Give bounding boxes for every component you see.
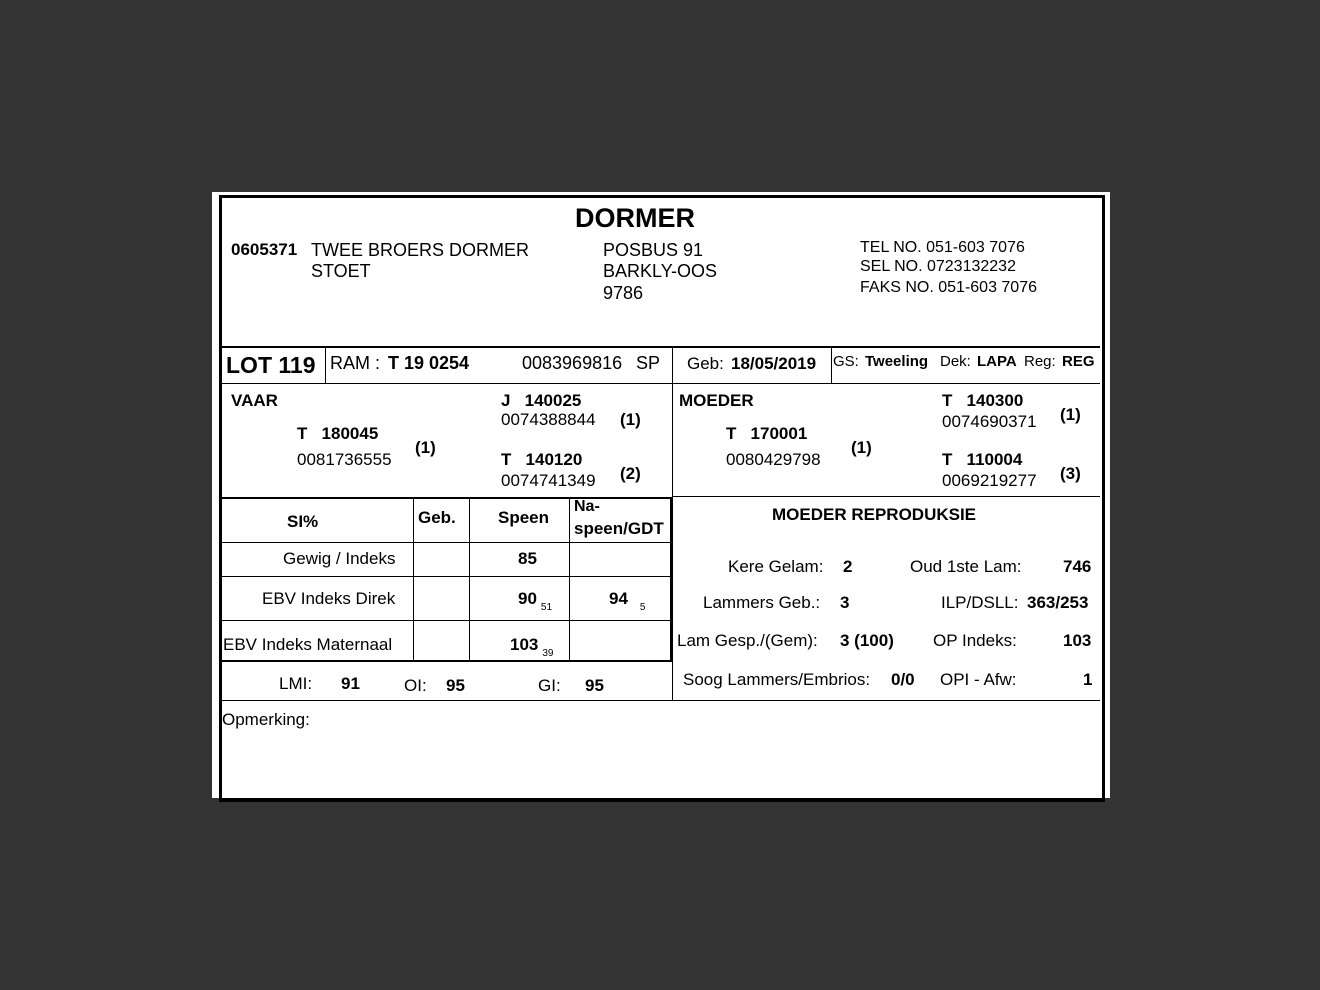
si-header-speen: Speen (498, 508, 550, 527)
faks-number: FAKS NO. 051-603 7076 (860, 279, 1037, 296)
si-row-speen-3-value: 103 (510, 635, 539, 654)
lmi-value: 91 (341, 674, 360, 693)
breeder-name-2: STOET (311, 261, 371, 281)
lmi-label: LMI: (279, 674, 313, 693)
ram-id: T 19 0254 (388, 353, 470, 373)
vaar-dam-grade: (2) (620, 464, 641, 483)
ram-suffix: SP (636, 353, 661, 373)
lam-label: Lam Gesp./(Gem): (677, 631, 818, 650)
divider-pedigree (672, 496, 1100, 497)
moeder-grade: (1) (851, 438, 872, 457)
reproduction-title: MOEDER REPRODUKSIE (772, 505, 977, 524)
address-line-1: POSBUS 91 (603, 240, 704, 260)
vaar-sire-grade: (1) (620, 410, 641, 429)
si-row-line-3 (221, 620, 671, 621)
vaar-id: T 180045 (297, 424, 379, 443)
breeder-name-1: TWEE BROERS DORMER (311, 240, 530, 260)
vaar-sire-id: J 140025 (501, 391, 582, 410)
si-row-speen-2 (518, 590, 552, 613)
si-row-speen-1: 85 (518, 549, 537, 568)
lam-value: 3 (100) (840, 631, 894, 650)
page-title: DORMER (575, 203, 695, 233)
si-row-label-3: EBV Indeks Maternaal (223, 635, 393, 654)
tel-number: TEL NO. 051-603 7076 (860, 239, 1025, 256)
moeder-label: MOEDER (679, 391, 754, 410)
si-row-na-2-sub: 5 (639, 602, 646, 613)
divider-indices (221, 700, 1100, 701)
reg-value: REG (1062, 353, 1095, 370)
moeder-dam-number: 0069219277 (942, 471, 1037, 490)
si-table-right (670, 497, 673, 662)
dek-value: LAPA (977, 353, 1017, 370)
ram-number: 0083969816 (522, 353, 623, 373)
moeder-dam-grade: (3) (1060, 464, 1081, 483)
divider-lot-ram (325, 347, 326, 383)
moeder-sire-number: 0074690371 (942, 412, 1037, 431)
moeder-sire-grade: (1) (1060, 405, 1081, 424)
op-label: OP Indeks: (933, 631, 1017, 650)
oud-label: Oud 1ste Lam: (910, 557, 1022, 576)
gs-value: Tweeling (865, 353, 929, 370)
gs-label: GS: (833, 353, 859, 370)
divider-header (221, 346, 1100, 348)
si-header-si: SI% (287, 512, 319, 531)
opi-value: 1 (1083, 670, 1093, 689)
ilp-value: 363/253 (1027, 593, 1089, 612)
si-table-bottom (221, 660, 673, 662)
si-row-speen-2-sub: 51 (540, 602, 553, 613)
moeder-number: 0080429798 (726, 450, 821, 469)
si-row-label-2: EBV Indeks Direk (262, 589, 396, 608)
lammers-value: 3 (840, 593, 850, 612)
moeder-dam-id: T 110004 (942, 450, 1023, 469)
si-row-line-1 (221, 542, 671, 543)
gi-label: GI: (538, 676, 561, 695)
address-line-3: 9786 (603, 283, 644, 303)
opi-label: OPI - Afw: (940, 670, 1017, 689)
ilp-label: ILP/DSLL: (941, 593, 1019, 612)
address-line-2: BARKLY-OOS (603, 261, 718, 281)
si-col-line-3 (569, 498, 570, 661)
si-row-speen-3 (510, 636, 554, 659)
si-table-top (221, 497, 673, 499)
si-row-speen-2-value: 90 (518, 589, 537, 608)
soog-label: Soog Lammers/Embrios: (683, 670, 871, 689)
oud-value: 746 (1063, 557, 1092, 576)
geb-label: Geb: (687, 354, 724, 373)
breeder-code: 0605371 (231, 240, 298, 259)
soog-value: 0/0 (891, 670, 915, 689)
si-row-na-2-value: 94 (609, 589, 628, 608)
vaar-dam-number: 0074741349 (501, 471, 596, 490)
oi-value: 95 (446, 676, 465, 695)
divider-ram-geb (672, 347, 673, 383)
si-header-geb: Geb. (418, 508, 456, 527)
si-row-line-2 (221, 576, 671, 577)
si-row-speen-3-sub: 39 (542, 648, 554, 659)
moeder-id: T 170001 (726, 424, 808, 443)
si-row-na-2 (609, 590, 645, 613)
si-col-line-2 (469, 498, 470, 661)
kere-label: Kere Gelam: (728, 557, 824, 576)
divider-lot-row (221, 383, 1100, 384)
vaar-grade: (1) (415, 438, 436, 457)
si-header-naspeen: speen/GDT (574, 519, 664, 538)
lot-label: LOT 119 (226, 352, 316, 378)
si-col-line-1 (413, 498, 414, 661)
dek-label: Dek: (940, 353, 971, 370)
geb-date: 18/05/2019 (731, 354, 817, 373)
gi-value: 95 (585, 676, 604, 695)
vaar-label: VAAR (231, 391, 278, 410)
divider-geb-gs (831, 347, 832, 383)
oi-label: OI: (404, 676, 427, 695)
si-header-na: Na- (574, 498, 600, 515)
vaar-sire-number: 0074388844 (501, 410, 596, 429)
reg-label: Reg: (1024, 353, 1056, 370)
lammers-label: Lammers Geb.: (703, 593, 821, 612)
vaar-number: 0081736555 (297, 450, 392, 469)
kere-value: 2 (843, 557, 853, 576)
remarks-label: Opmerking: (222, 710, 310, 729)
moeder-sire-id: T 140300 (942, 391, 1024, 410)
op-value: 103 (1063, 631, 1092, 650)
vaar-dam-id: T 140120 (501, 450, 583, 469)
ram-label: RAM : (330, 353, 381, 373)
sel-number: SEL NO. 0723132232 (860, 258, 1016, 275)
si-row-label-1: Gewig / Indeks (283, 549, 396, 568)
